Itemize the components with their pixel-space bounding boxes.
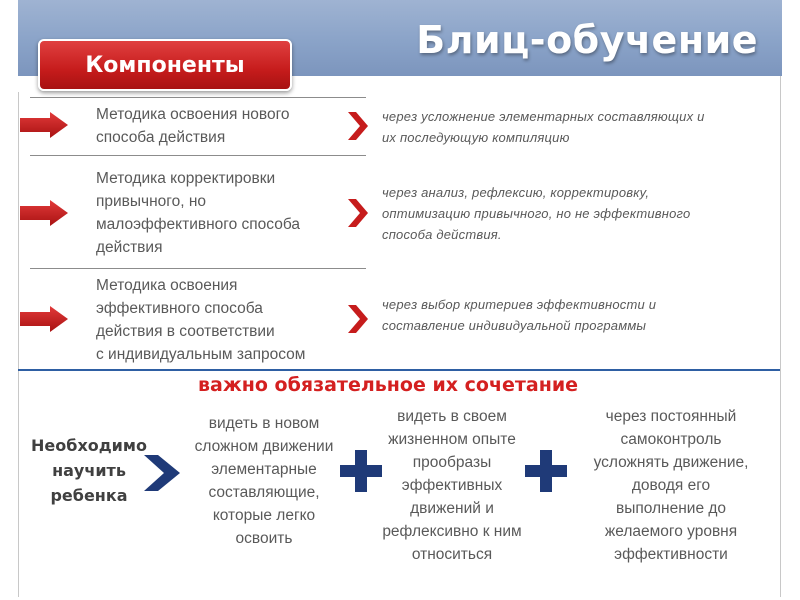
- skill-column-3: [570, 405, 772, 566]
- text-line: с индивидуальным запросом: [96, 346, 306, 363]
- text-line: относиться: [411, 546, 493, 563]
- plus-icon: [525, 450, 567, 492]
- text-line: жизненном опыте: [388, 431, 516, 448]
- red-chevron-icon: [348, 305, 368, 333]
- section-divider: [18, 369, 780, 371]
- text-line: действия в соответствии: [96, 323, 275, 340]
- row-divider: [30, 97, 366, 98]
- text-line: самоконтроль: [620, 431, 722, 448]
- text-line: эффективности: [614, 546, 728, 563]
- text-line: через постоянный: [605, 408, 737, 425]
- row-divider: [30, 155, 366, 156]
- text-line: усложнять движение,: [593, 454, 749, 471]
- red-arrow-icon: [20, 112, 68, 138]
- text-line: видеть в своем: [397, 408, 507, 425]
- skill-column-1: [176, 412, 352, 550]
- method-effective-label: [96, 274, 356, 366]
- text-line: научить: [52, 461, 126, 480]
- combination-title: важно обязательное их сочетание: [198, 374, 579, 396]
- text-line: сложном движении: [194, 438, 334, 455]
- text-line: через усложнение элементарных составляющих и: [382, 109, 705, 124]
- text-line: Необходимо: [31, 436, 147, 455]
- text-line: привычного, но: [96, 193, 207, 210]
- skill-column-2: [362, 405, 542, 566]
- text-line: освоить: [235, 530, 293, 547]
- page-title: Блиц-обучение: [416, 18, 758, 62]
- text-line: эффективного способа: [96, 300, 263, 317]
- right-border-line: [780, 76, 781, 597]
- text-line: движений и: [410, 500, 494, 517]
- text-line: через выбор критериев эффективности и: [382, 297, 657, 312]
- method-correction-description: [382, 182, 780, 245]
- text-line: способа действия: [96, 129, 226, 146]
- text-line: оптимизацию привычного, но не эффективного: [382, 206, 691, 221]
- method-new-description: [382, 106, 780, 148]
- text-line: через анализ, рефлексию, корректировку,: [382, 185, 650, 200]
- text-line: эффективных: [401, 477, 503, 494]
- text-line: элементарные: [211, 461, 317, 478]
- text-line: видеть в новом: [208, 415, 320, 432]
- text-line: составление индивидуальной программы: [382, 318, 647, 333]
- text-line: Методика освоения: [96, 277, 238, 294]
- text-line: Методика корректировки: [96, 170, 276, 187]
- text-line: желаемого уровня: [604, 523, 738, 540]
- text-line: действия: [96, 239, 163, 256]
- text-line: прообразы: [412, 454, 492, 471]
- red-arrow-icon: [20, 200, 68, 226]
- need-to-teach-label: [22, 433, 156, 508]
- red-chevron-icon: [348, 112, 368, 140]
- left-border-line: [18, 92, 19, 597]
- components-badge: Компоненты: [38, 39, 292, 91]
- text-line: способа действия.: [382, 227, 502, 242]
- text-line: ребенка: [50, 486, 128, 505]
- method-new-label: [96, 103, 356, 149]
- text-line: рефлексивно к ним: [382, 523, 522, 540]
- row-divider: [30, 268, 366, 269]
- method-effective-description: [382, 294, 780, 336]
- text-line: доводя его: [631, 477, 711, 494]
- method-correction-label: [96, 167, 356, 259]
- red-chevron-icon: [348, 199, 368, 227]
- text-line: составляющие,: [208, 484, 320, 501]
- text-line: Методика освоения нового: [96, 106, 290, 123]
- red-arrow-icon: [20, 306, 68, 332]
- text-line: малоэффективного способа: [96, 216, 300, 233]
- text-line: выполнение до: [615, 500, 727, 517]
- text-line: которые легко: [212, 507, 316, 524]
- text-line: их последующую компиляцию: [382, 130, 570, 145]
